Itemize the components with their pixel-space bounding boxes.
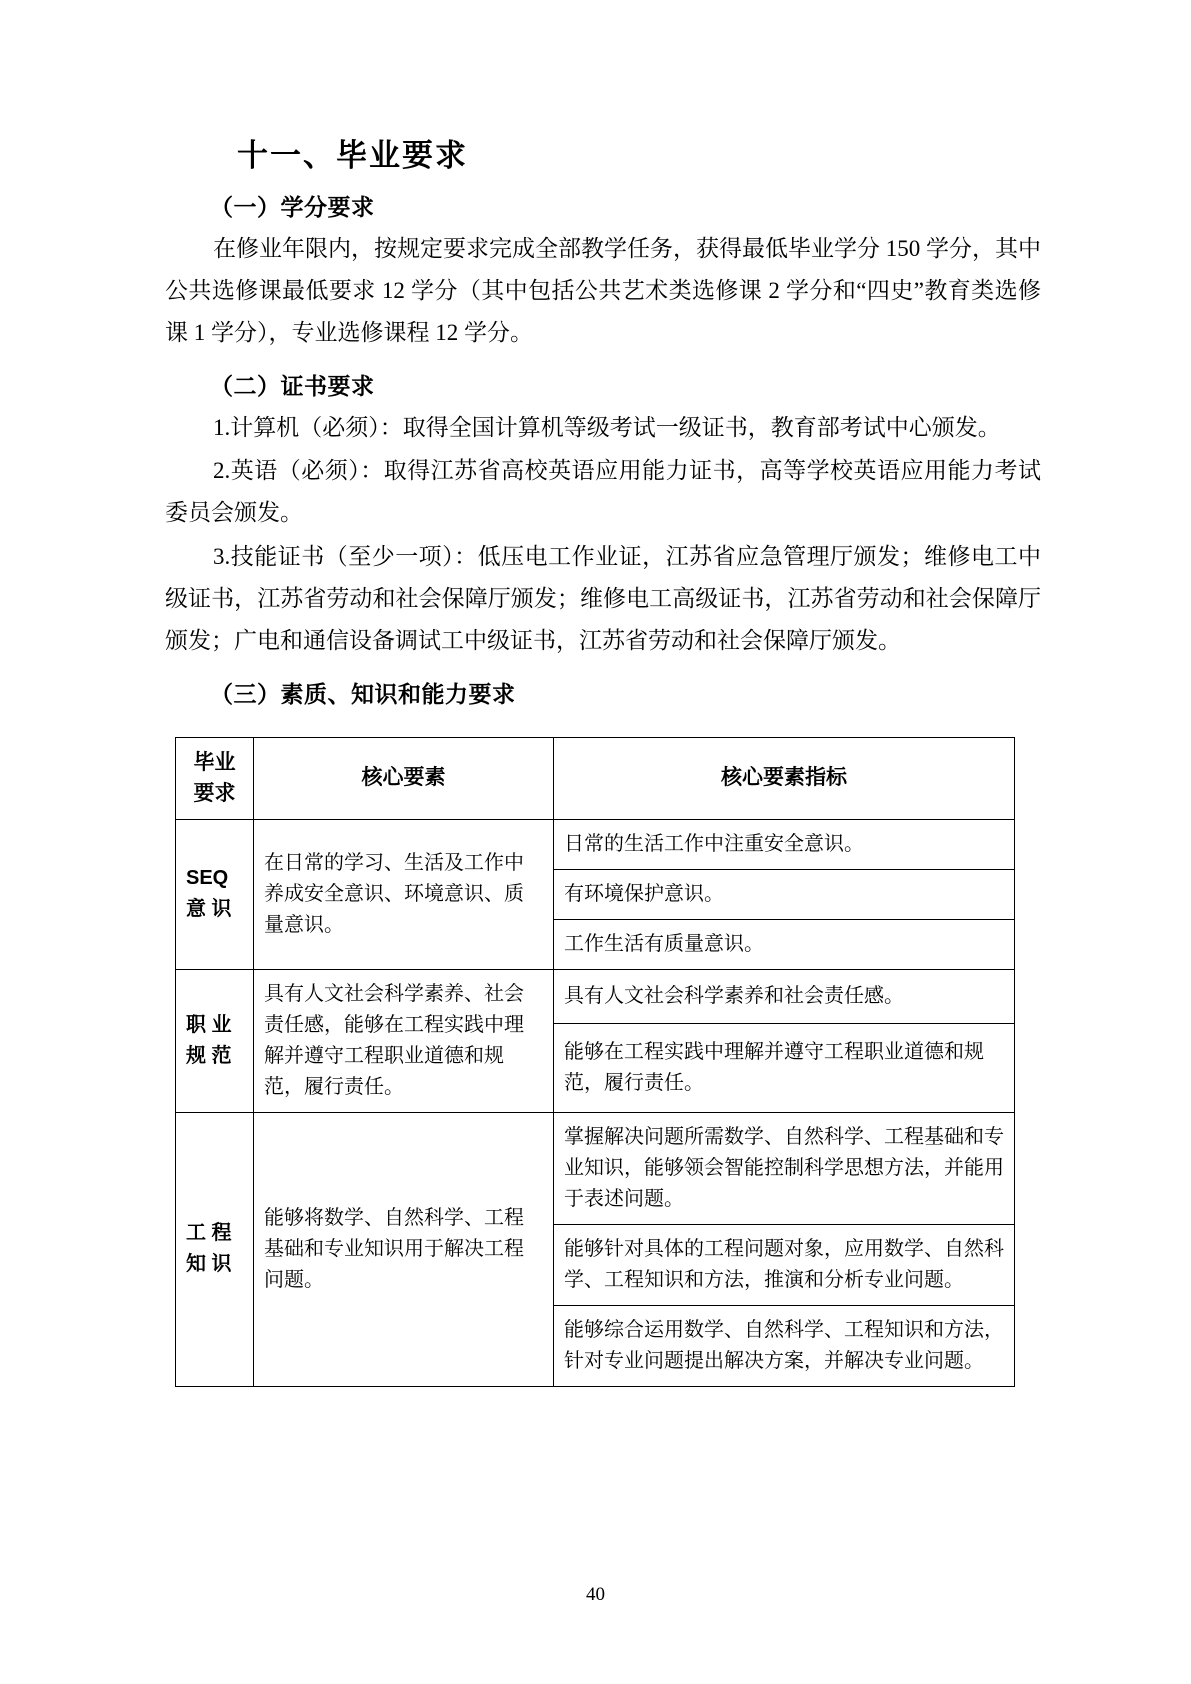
row-element-engineering-knowledge: 能够将数学、自然科学、工程基础和专业知识用于解决工程问题。: [254, 1112, 554, 1386]
paragraph-cert-2: 2.英语（必须）：取得江苏省高校英语应用能力证书，高等学校英语应用能力考试委员会颁发。: [165, 458, 1041, 526]
row-indicator: 日常的生活工作中注重安全意识。: [554, 819, 1015, 869]
row-requirement-professional-norms: 职 业 规 范: [176, 969, 254, 1112]
subsection-heading-quality: （三）素质、知识和能力要求: [210, 680, 516, 707]
row-indicator: 能够综合运用数学、自然科学、工程知识和方法，针对专业问题提出解决方案，并解决专业问题。: [554, 1305, 1015, 1386]
row-indicator: 具有人文社会科学素养和社会责任感。: [554, 969, 1015, 1024]
paragraph-credits-1: 在修业年限内，按规定要求完成全部教学任务，获得最低毕业学分 150 学分，其中公共选修课最低要求 12 学分（其中包括公共艺术类选修课 2 学分和“四史”教育类选修课 1 学分），专业选修课程 12 学分。: [165, 236, 1041, 345]
row-indicator: 工作生活有质量意识。: [554, 919, 1015, 969]
row-indicator: 能够针对具体的工程问题对象，应用数学、自然科学、工程知识和方法，推演和分析专业问题。: [554, 1224, 1015, 1305]
subsection-heading-certificates: （二）证书要求: [210, 372, 375, 399]
table-row: [176, 969, 1015, 1024]
row-element-professional-norms: 具有人文社会科学素养、社会责任感，能够在工程实践中理解并遵守工程职业道德和规范，履行责任。: [254, 969, 554, 1112]
table-row: [176, 1112, 1015, 1224]
paragraph-cert-3: 3.技能证书（至少一项）：低压电工作业证，江苏省应急管理厅颁发；维修电工中级证书，江苏省劳动和社会保障厅颁发；维修电工高级证书，江苏省劳动和社会保障厅颁发；广电和通信设备调试工中级证书，江苏省劳动和社会保障厅颁发。: [165, 544, 1041, 653]
row-indicator: 掌握解决问题所需数学、自然科学、工程基础和专业知识，能够领会智能控制科学思想方法，并能用于表述问题。: [554, 1112, 1015, 1224]
row-indicator: 有环境保护意识。: [554, 869, 1015, 919]
page-number: 40: [586, 1584, 605, 1605]
subsection-heading-credits: （一）学分要求: [210, 194, 375, 220]
graduation-requirements-table: [175, 737, 1015, 1387]
table-row: [176, 819, 1015, 869]
column-header-element: 核心要素: [254, 737, 554, 819]
table-header-row: [176, 737, 1015, 819]
row-requirement-seq: SEQ 意 识: [176, 819, 254, 969]
row-indicator: 能够在工程实践中理解并遵守工程职业道德和规范，履行责任。: [554, 1024, 1015, 1112]
page-title: 十一、毕业要求: [237, 138, 468, 173]
row-requirement-engineering-knowledge: 工 程 知 识: [176, 1112, 254, 1386]
paragraph-cert-1: 1.计算机（必须）：取得全国计算机等级考试一级证书，教育部考试中心颁发。: [213, 414, 1001, 440]
row-element-seq: 在日常的学习、生活及工作中养成安全意识、环境意识、质量意识。: [254, 819, 554, 969]
column-header-requirement: 毕业 要求: [176, 737, 254, 819]
column-header-indicator: 核心要素指标: [554, 737, 1015, 819]
